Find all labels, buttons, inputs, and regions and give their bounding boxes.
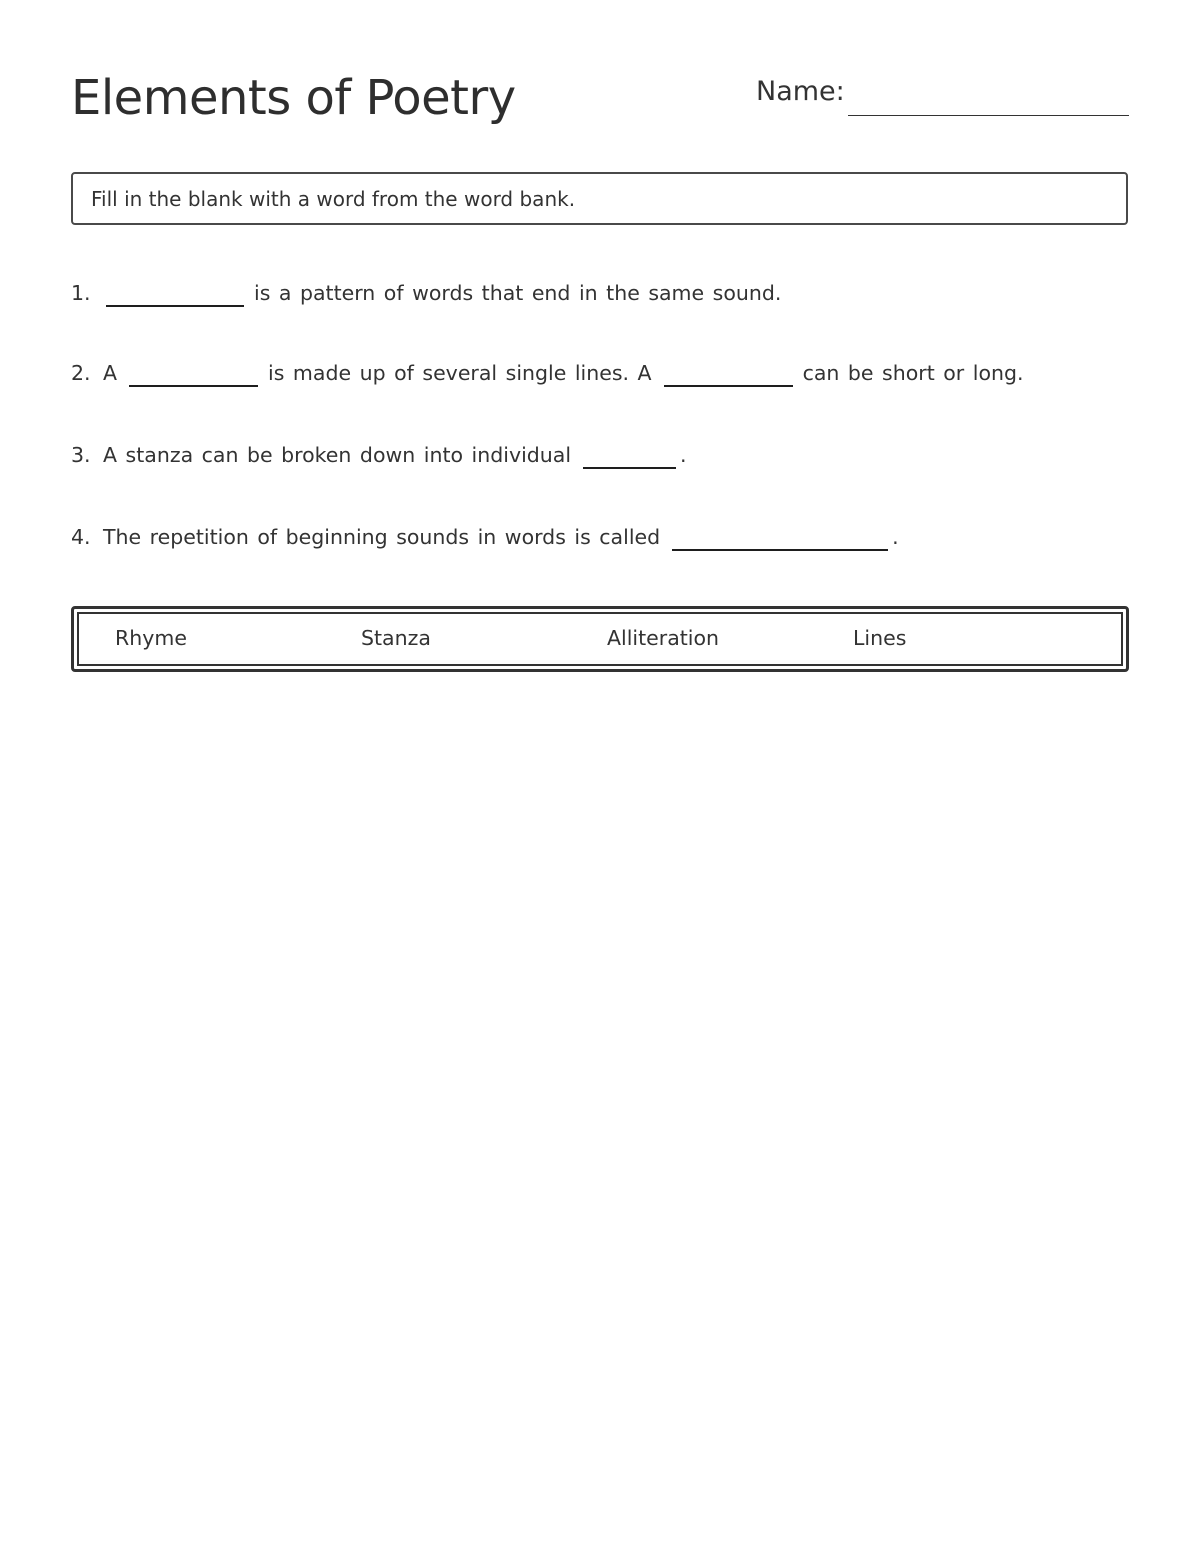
word-bank-item: Lines <box>853 626 907 650</box>
question-text: is made up of several single lines. A <box>268 361 652 385</box>
question-1 <box>71 281 781 307</box>
question-number: 3. <box>71 443 91 467</box>
answer-blank[interactable] <box>664 385 793 387</box>
question-text: can be short or long. <box>802 361 1024 385</box>
question-number: 1. <box>71 281 91 305</box>
question-text: . <box>680 443 687 467</box>
question-3 <box>71 443 687 469</box>
word-bank-item: Stanza <box>361 626 431 650</box>
question-text: A <box>103 361 118 385</box>
answer-blank[interactable] <box>129 385 258 387</box>
worksheet-title: Elements of Poetry <box>71 70 516 126</box>
question-2 <box>71 361 1024 387</box>
instructions-box <box>71 172 1128 225</box>
word-bank <box>71 606 1129 672</box>
name-label: Name: <box>756 76 845 107</box>
answer-blank[interactable] <box>106 305 244 307</box>
question-number: 4. <box>71 525 91 549</box>
question-text: The repetition of beginning sounds in words is called <box>103 525 661 549</box>
instructions-text: Fill in the blank with a word from the word bank. <box>91 187 576 211</box>
word-bank-item: Alliteration <box>607 626 720 650</box>
word-bank-inner <box>77 612 1123 666</box>
name-field-line[interactable] <box>848 115 1129 116</box>
question-4 <box>71 525 899 551</box>
word-bank-item: Rhyme <box>115 626 187 650</box>
question-text: A stanza can be broken down into individual <box>103 443 572 467</box>
answer-blank[interactable] <box>672 549 888 551</box>
question-text: is a pattern of words that end in the same sound. <box>254 281 782 305</box>
question-number: 2. <box>71 361 91 385</box>
answer-blank[interactable] <box>583 467 676 469</box>
question-text: . <box>892 525 899 549</box>
